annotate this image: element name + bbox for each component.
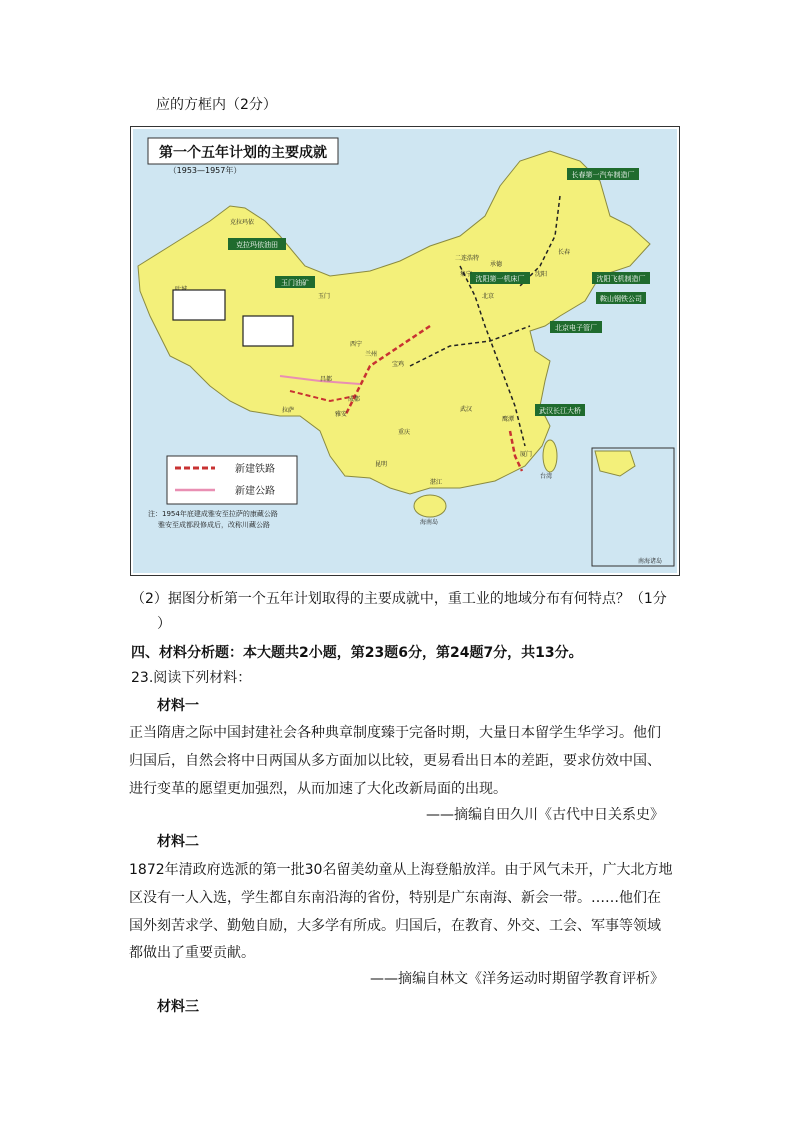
- taiwan-island: [543, 440, 557, 472]
- material-1-source: ——摘编自田久川《古代中日关系史》: [426, 807, 664, 823]
- question-2-line-1: （2）据图分析第一个五年计划取得的主要成就中，重工业的地域分布有何特点？（1分: [131, 591, 667, 607]
- svg-text:注：1954年底建成雅安至拉萨的康藏公路: 注：1954年底建成雅安至拉萨的康藏公路: [148, 510, 278, 518]
- svg-text:克拉玛依: 克拉玛依: [230, 219, 255, 226]
- svg-text:新建铁路: 新建铁路: [235, 464, 275, 475]
- first-five-year-plan-map: [130, 126, 680, 576]
- svg-text:长春: 长春: [558, 249, 571, 256]
- svg-text:北京电子管厂: 北京电子管厂: [555, 324, 597, 332]
- svg-text:集宁: 集宁: [460, 271, 473, 278]
- material-2-line-1: 1872年清政府选派的第一批30名留美幼童从上海登船放洋。由于风气未开，广大北方地: [129, 862, 673, 878]
- svg-text:西宁: 西宁: [350, 341, 363, 348]
- svg-text:南海诸岛: 南海诸岛: [637, 558, 663, 565]
- svg-text:玉门: 玉门: [318, 293, 331, 300]
- svg-text:厦门: 厦门: [520, 451, 533, 458]
- material-1-title: 材料一: [157, 698, 199, 714]
- svg-text:海南岛: 海南岛: [420, 519, 439, 526]
- svg-text:宝鸡: 宝鸡: [392, 361, 405, 368]
- hainan-island: [414, 495, 446, 517]
- svg-text:鞍山钢铁公司: 鞍山钢铁公司: [600, 295, 642, 303]
- svg-text:兰州: 兰州: [365, 351, 378, 358]
- map-legend: [167, 456, 297, 504]
- svg-text:沈阳: 沈阳: [535, 271, 548, 278]
- answer-box-1: [173, 290, 225, 320]
- svg-text:成都: 成都: [348, 396, 361, 403]
- svg-text:第一个五年计划的主要成就: 第一个五年计划的主要成就: [159, 145, 327, 161]
- svg-text:承德: 承德: [490, 261, 503, 268]
- material-1-line-2: 归国后，自然会将中日两国从多方面加以比较，更易看出日本的差距，要求仿效中国、: [129, 753, 661, 769]
- svg-text:武汉长江大桥: 武汉长江大桥: [539, 407, 581, 415]
- svg-text:湛江: 湛江: [430, 479, 443, 486]
- svg-text:拉萨: 拉萨: [282, 407, 295, 414]
- svg-text:雅安至成都段修成后，改称川藏公路: 雅安至成都段修成后，改称川藏公路: [158, 521, 270, 529]
- answer-box-2: [243, 316, 293, 346]
- svg-text:昌都: 昌都: [320, 376, 333, 383]
- material-2-source: ——摘编自林文《洋务运动时期留学教育评析》: [370, 971, 664, 987]
- svg-text:台湾: 台湾: [540, 473, 553, 480]
- material-2-title: 材料二: [157, 834, 199, 850]
- svg-text:武汉: 武汉: [460, 406, 473, 413]
- section-4-heading: 四、材料分析题：本大题共2小题，第23题6分，第24题7分，共13分。: [131, 645, 583, 661]
- svg-text:二连浩特: 二连浩特: [455, 255, 480, 262]
- svg-text:雅安: 雅安: [335, 411, 348, 418]
- material-2-line-4: 都做出了重要贡献。: [129, 945, 255, 961]
- intro-line: 应的方框内（2分）: [156, 97, 277, 113]
- material-2-line-2: 区没有一人入选，学生都自东南沿海的省份，特别是广东南海、新会一带。……他们在: [129, 890, 661, 906]
- svg-text:北京: 北京: [482, 293, 495, 300]
- svg-text:长春第一汽车制造厂: 长春第一汽车制造厂: [571, 171, 635, 179]
- svg-text:重庆: 重庆: [398, 429, 411, 436]
- q23-prompt: 23.阅读下列材料：: [131, 670, 252, 686]
- material-1-line-3: 进行变革的愿望更加强烈，从而加速了大化改新局面的出现。: [129, 781, 507, 797]
- svg-text:克拉玛依油田: 克拉玛依油田: [236, 241, 278, 249]
- svg-text:鹰潭: 鹰潭: [502, 416, 515, 423]
- material-3-title: 材料三: [157, 999, 199, 1015]
- svg-text:玉门油矿: 玉门油矿: [281, 279, 309, 287]
- svg-text:新建公路: 新建公路: [235, 486, 275, 497]
- question-2-line-2: ）: [157, 616, 171, 632]
- material-1-line-1: 正当隋唐之际中国封建社会各种典章制度臻于完备时期，大量日本留学生华学习。他们: [129, 725, 661, 741]
- svg-text:沈阳飞机制造厂: 沈阳飞机制造厂: [596, 275, 646, 283]
- svg-text:沈阳第一机床厂: 沈阳第一机床厂: [475, 275, 525, 283]
- svg-text:（1953—1957年）: （1953—1957年）: [168, 166, 242, 175]
- svg-text:昆明: 昆明: [375, 461, 388, 468]
- material-2-line-3: 国外刻苦求学、勤勉自励，大多学有所成。归国后，在教育、外交、工会、军事等领域: [129, 918, 661, 934]
